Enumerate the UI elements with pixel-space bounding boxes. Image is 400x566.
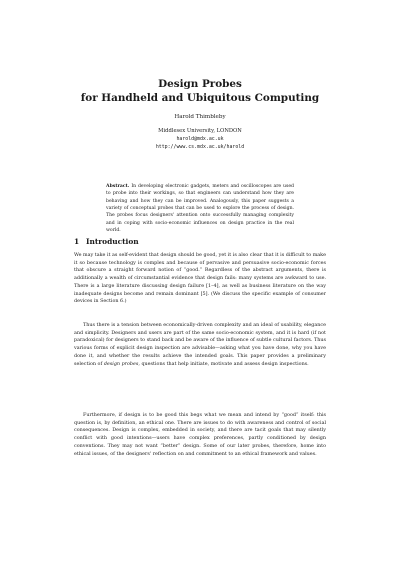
paragraph-3-text: Furthermore, if design is to be good this begs what we mean and intend by “good” itself: this question is, by definition, an ethical one. There are issues to do with awareness and control of social consequences. Design is complex, embedded in society, and there are tacit goals that may silently conflict with good intentions—users have complex preferences, partly conditioned by design conventions. They may not want “better” design. Some of our later probes, therefore, home into ethical issues, of the designers' reflection on and commitment to an ethical framework and values. bbox=[74, 412, 326, 457]
paper-title-line-1: Design Probes bbox=[158, 78, 242, 90]
author-affiliation: Middlesex University, LONDON bbox=[158, 128, 242, 134]
section-title: Introduction bbox=[86, 237, 139, 246]
abstract bbox=[106, 183, 294, 234]
author-name: Harold Thimbleby bbox=[174, 114, 226, 120]
author-email: harold@mdx.ac.uk bbox=[176, 136, 224, 142]
abstract-text: In developing electronic gadgets, meters and oscilloscopes are used to probe into their workings, so that engineers can understand how they are behaving and how they can be improved. Analogously, this paper suggests a variety of conceptual probes that can be used to explore the process of design. The probes focus designers' attention onto successfully managing complexity and in coping with socio-economic influences on design practice in the real world. bbox=[106, 184, 294, 234]
paragraph-2-emphasis: design probes bbox=[103, 360, 139, 367]
section-number: 1 bbox=[74, 237, 80, 246]
abstract-label: Abstract. bbox=[106, 184, 130, 189]
paragraph-1 bbox=[74, 252, 326, 306]
paragraph-2-part-b: , questions that help initiate, motivate and assess design inspections. bbox=[138, 360, 309, 367]
author-url: http://www.cs.mdx.ac.uk/harold bbox=[155, 144, 245, 150]
section-heading bbox=[74, 237, 139, 246]
paragraph-2-text bbox=[74, 322, 326, 368]
paragraph-1-text: We may take it as self-evident that design should be good, yet it is also clear that it is difficult to make it so because technology is complex and because of pervasive and persuasive socio-economic forces that obscure a straight forward notion of “good.” Regardless of the abstract arguments, there is additionally a wealth of circumstantial evidence that design fails: many systems are awkward to use. There is a large literature discussing design failure [1–4], as well as business literature on the way inadequate designs become and remain dominant [5]. (We discuss the specific example of consumer devices in Section 6.) bbox=[74, 252, 326, 305]
paragraph-2 bbox=[74, 322, 326, 368]
paragraph-2-part-a: Thus there is a tension between economically-driven complexity and an ideal of usability, elegance and simplicity. Designers and users are part of the same socio-economic system, and it is hard (if not paradoxical) for designers to stand back and be aware of the influence of subtle cultural factors. Thus various forms of explicit design inspection are advisable—asking what you have done, why you have done it, and whether the results achieve the intended goals. This paper provides a preliminary selection of bbox=[74, 322, 326, 367]
paper-title-line-2: for Handheld and Ubiquitous Computing bbox=[80, 92, 320, 104]
paragraph-3 bbox=[74, 412, 326, 458]
